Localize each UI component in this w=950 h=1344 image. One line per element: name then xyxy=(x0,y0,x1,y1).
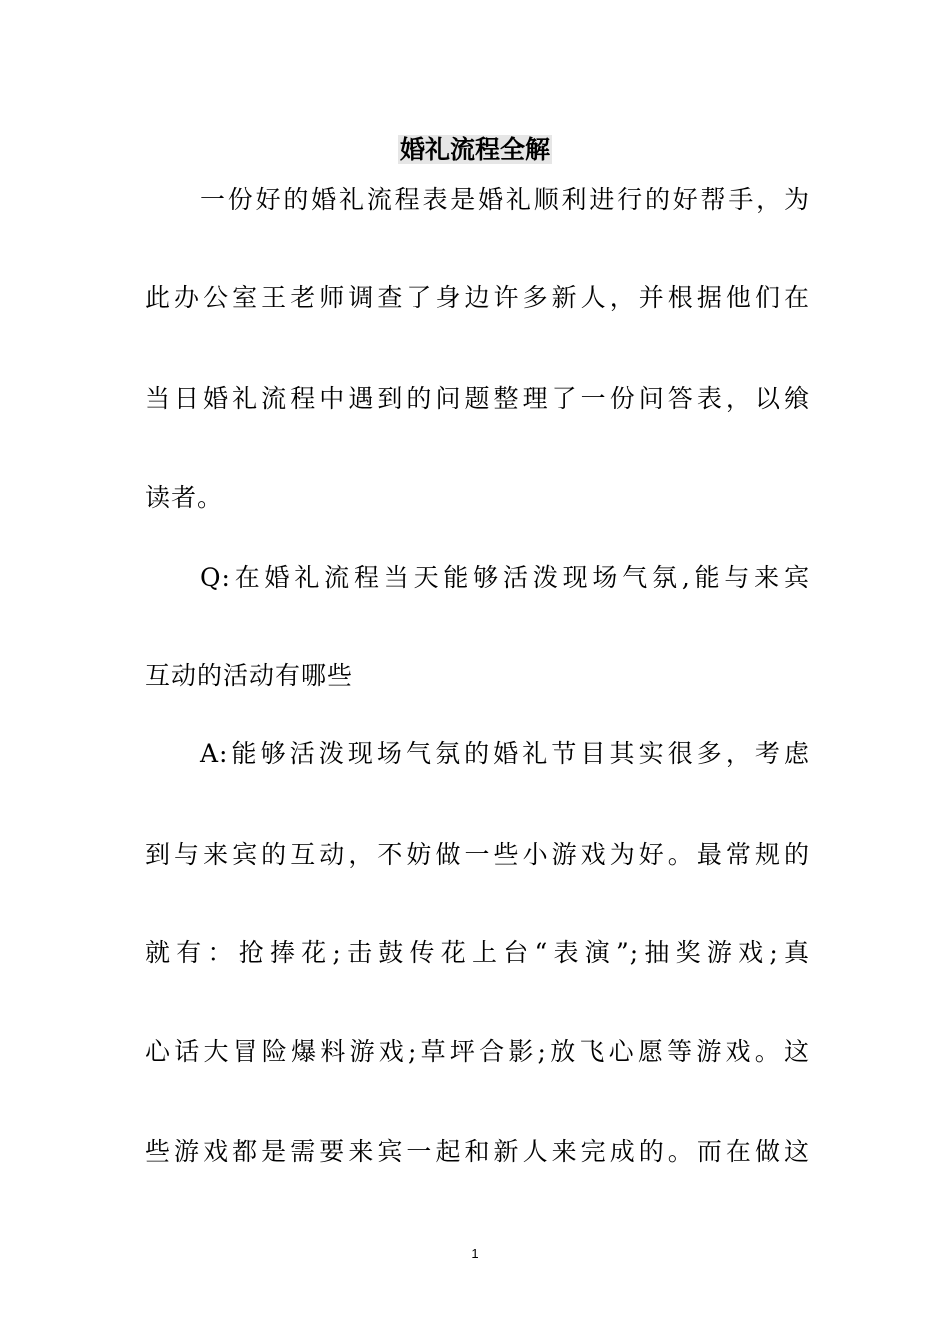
paragraph-line-4: 读者。 xyxy=(145,483,224,512)
paragraph-line-3: 当日婚礼流程中遇到的问题整理了一份问答表，以飨 xyxy=(145,384,810,413)
question-line-2: 互动的活动有哪些 xyxy=(145,661,354,690)
document-title-text: 婚礼流程全解 xyxy=(399,135,550,164)
answer-line-1: A:能够活泼现场气氛的婚礼节目其实很多，考虑 xyxy=(200,739,810,768)
answer-line-4: 心话大冒险爆料游戏;草坪合影;放飞心愿等游戏。这 xyxy=(145,1037,810,1066)
page-number: 1 xyxy=(471,1246,479,1261)
question-line-1: Q:在婚礼流程当天能够活泼现场气氛,能与来宾 xyxy=(200,563,810,592)
answer-line-5: 些游戏都是需要来宾一起和新人来完成的。而在做这 xyxy=(145,1137,810,1166)
answer-line-3: 就有：抢捧花;击鼓传花上台“表演”;抽奖游戏;真 xyxy=(145,938,810,967)
paragraph-line-1: 一份好的婚礼流程表是婚礼顺利进行的好帮手，为 xyxy=(200,185,810,214)
document-title xyxy=(0,130,950,170)
answer-line-2: 到与来宾的互动，不妨做一些小游戏为好。最常规的 xyxy=(145,840,810,869)
paragraph-line-2: 此办公室王老师调查了身边许多新人，并根据他们在 xyxy=(145,283,810,312)
